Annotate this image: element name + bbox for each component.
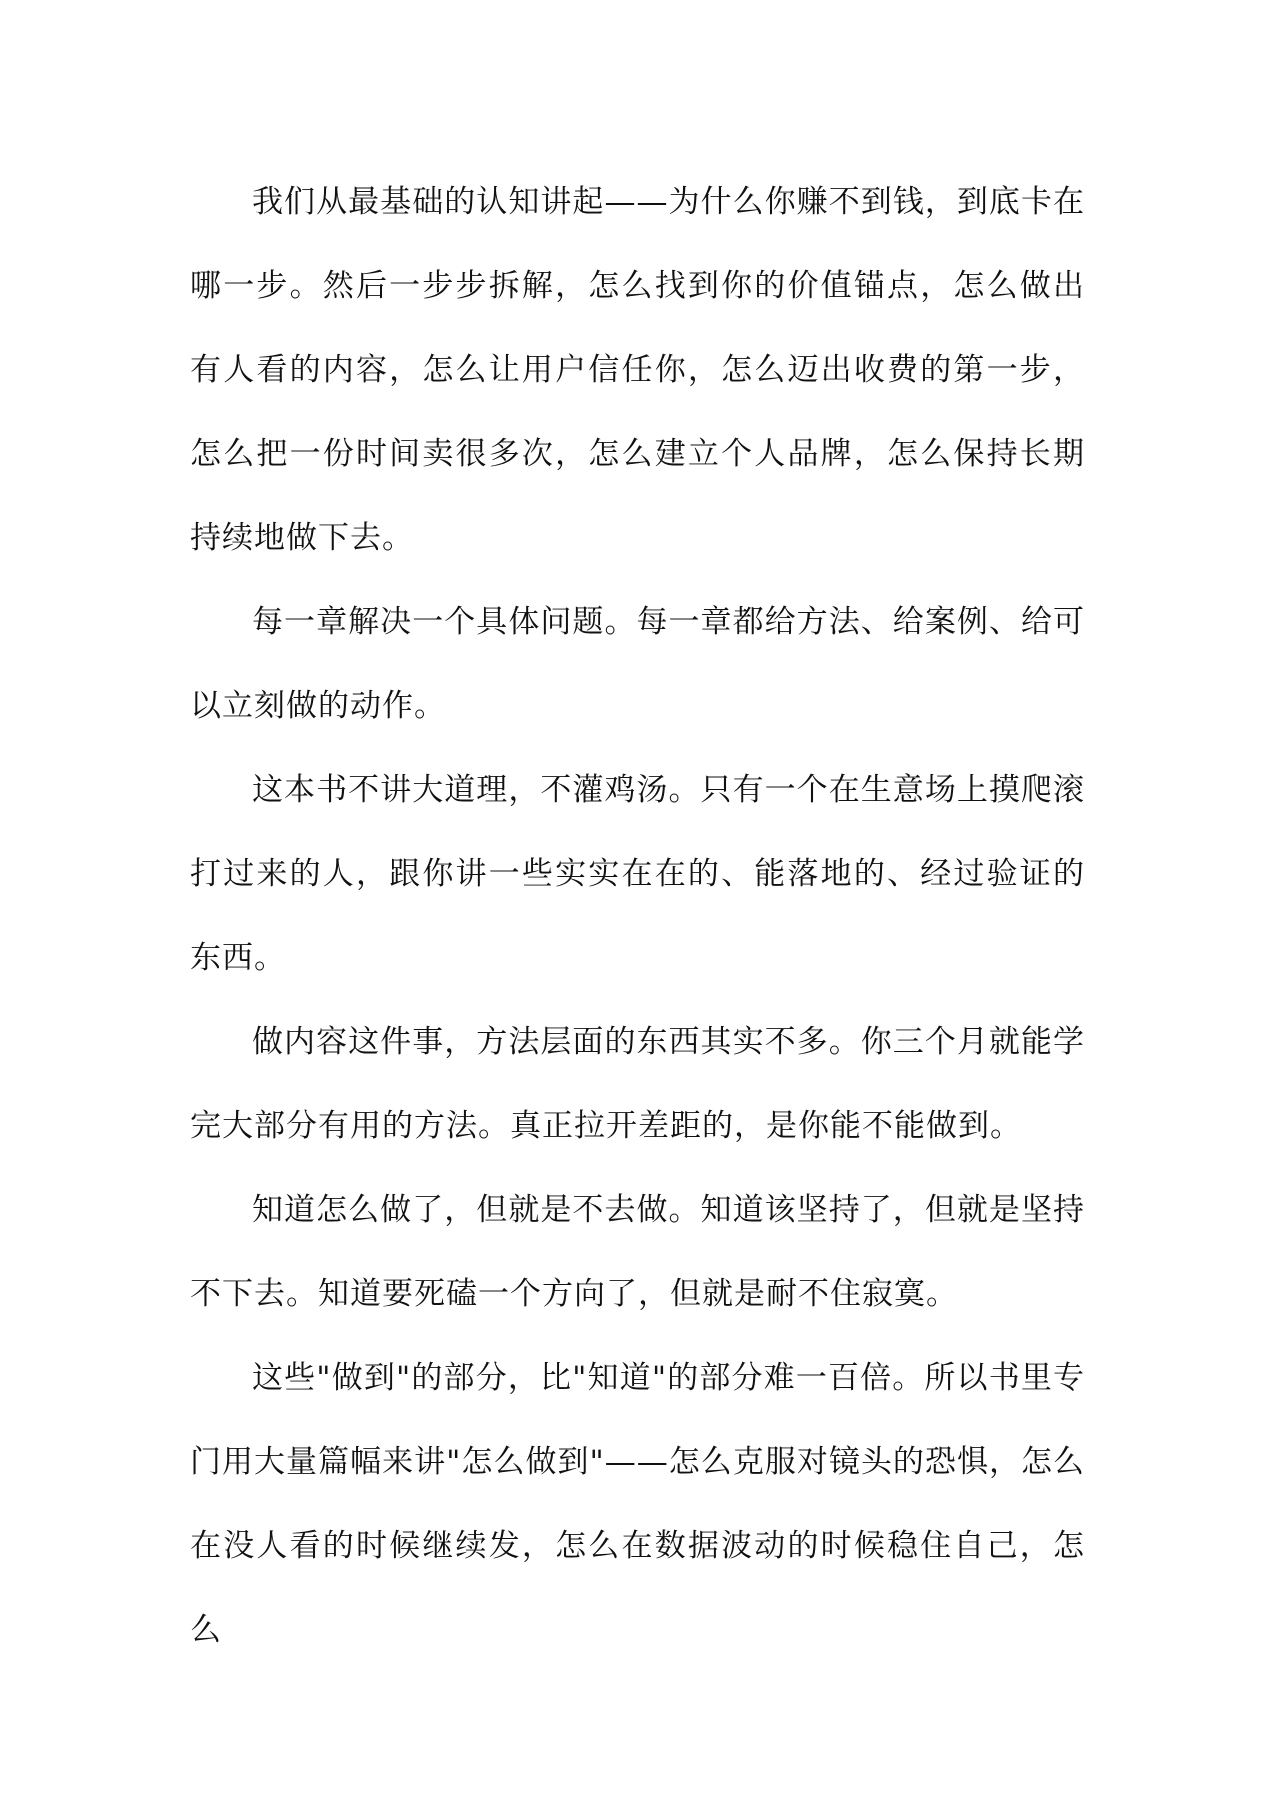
paragraph: 这些"做到"的部分，比"知道"的部分难一百倍。所以书里专门用大量篇幅来讲"怎么做到"——怎么克服对镜头的恐惧，怎么在没人看的时候继续发，怎么在数据波动的时候稳住自己，怎么 [190, 1360, 1085, 1648]
body-text [190, 160, 1085, 1672]
paragraph: 做内容这件事，方法层面的东西其实不多。你三个月就能学完大部分有用的方法。真正拉开差距的，是你能不能做到。 [190, 1024, 1085, 1144]
paragraph: 知道怎么做了，但就是不去做。知道该坚持了，但就是坚持不下去。知道要死磕一个方向了，但就是耐不住寂寞。 [190, 1192, 1085, 1312]
paragraph: 我们从最基础的认知讲起——为什么你赚不到钱，到底卡在哪一步。然后一步步拆解，怎么找到你的价值锚点，怎么做出有人看的内容，怎么让用户信任你，怎么迈出收费的第一步，怎么把一份时间卖很多次，怎么建立个人品牌，怎么保持长期持续地做下去。 [190, 184, 1085, 556]
paragraph: 每一章解决一个具体问题。每一章都给方法、给案例、给可以立刻做的动作。 [190, 604, 1085, 724]
paragraph: 这本书不讲大道理，不灌鸡汤。只有一个在生意场上摸爬滚打过来的人，跟你讲一些实实在在的、能落地的、经过验证的东西。 [190, 772, 1085, 976]
